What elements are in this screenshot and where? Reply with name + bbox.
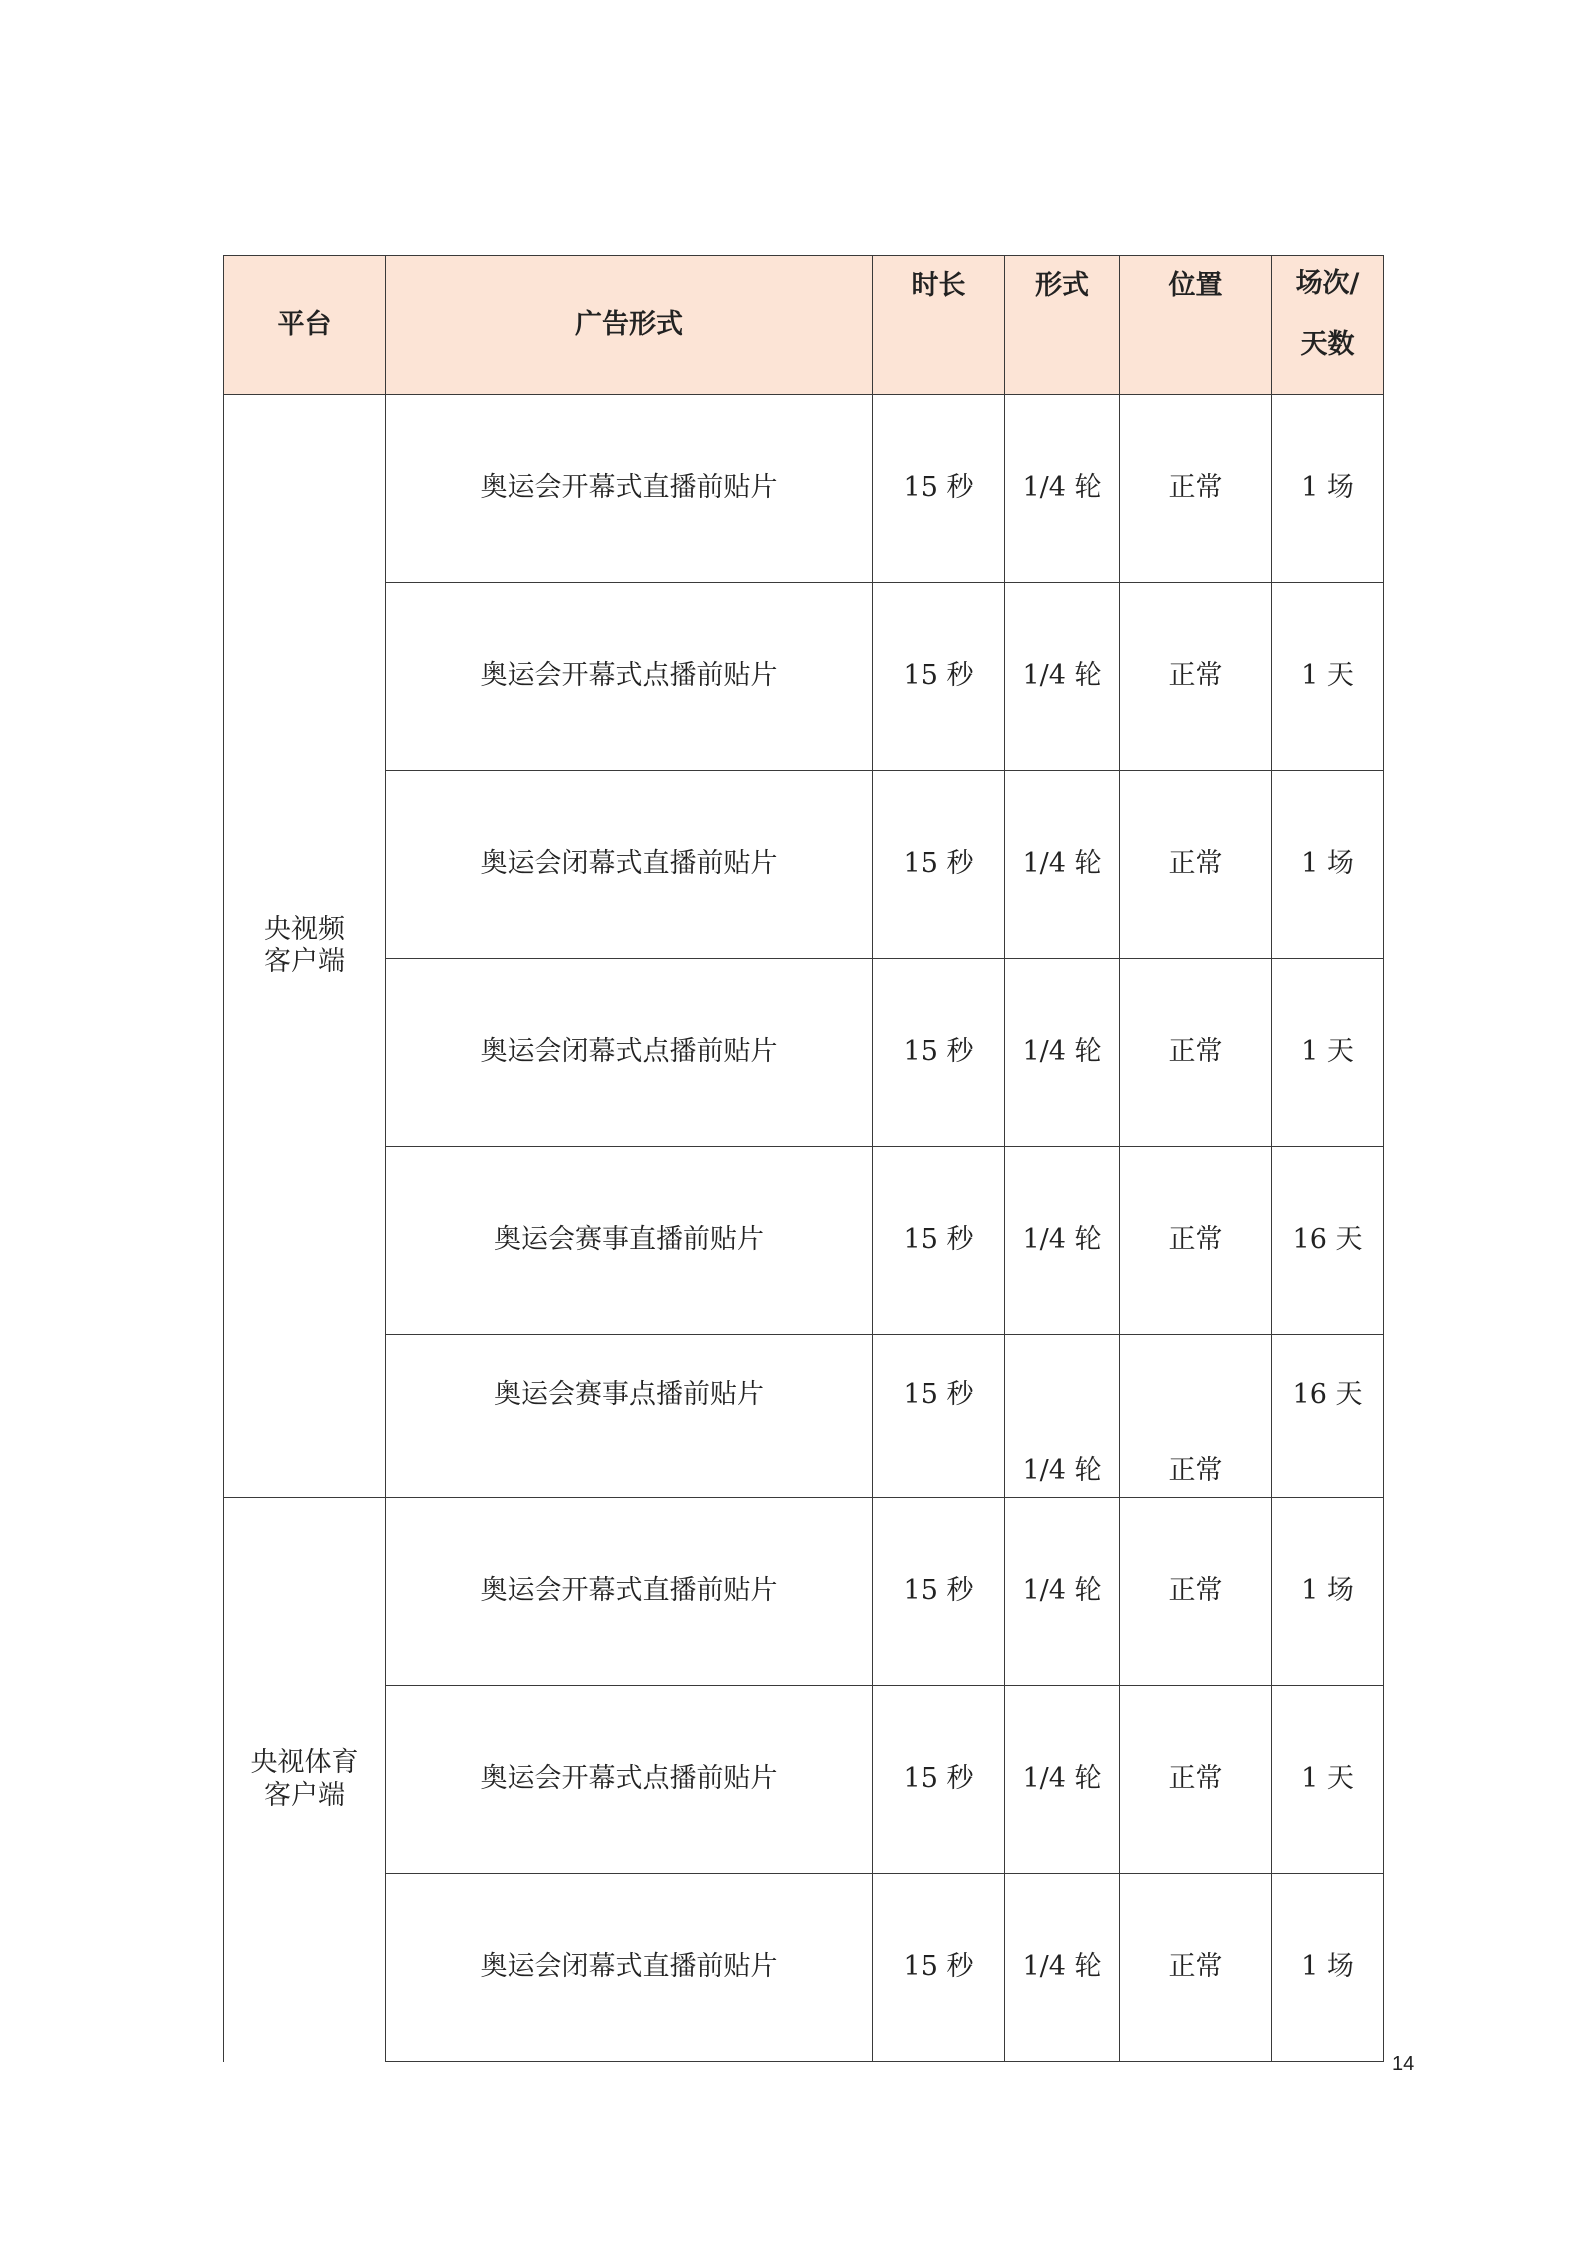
duration-cell: 15 秒 <box>873 1874 1005 2062</box>
duration-cell: 15 秒 <box>873 1686 1005 1874</box>
style-cell: 1/4 轮 <box>1005 1498 1120 1686</box>
position-cell: 正常 <box>1120 1335 1272 1498</box>
table-row <box>224 395 1384 583</box>
count-cell: 1 天 <box>1272 583 1384 771</box>
header-style: 形式 <box>1005 256 1120 395</box>
header-count <box>1272 256 1384 395</box>
ad-form-cell: 奥运会开幕式点播前贴片 <box>386 1686 873 1874</box>
platform-cell-cctv-video <box>224 395 386 1498</box>
ad-form-cell: 奥运会闭幕式点播前贴片 <box>386 959 873 1147</box>
table-row <box>224 1498 1384 1686</box>
header-duration: 时长 <box>873 256 1005 395</box>
header-count-line2: 天数 <box>1300 329 1355 360</box>
position-cell: 正常 <box>1120 1147 1272 1335</box>
style-cell: 1/4 轮 <box>1005 1686 1120 1874</box>
count-cell: 1 场 <box>1272 1498 1384 1686</box>
position-cell: 正常 <box>1120 583 1272 771</box>
ad-placement-table <box>223 255 1384 2062</box>
platform-name-line1: 央视频 <box>264 913 345 945</box>
table-row <box>224 771 1384 959</box>
style-cell: 1/4 轮 <box>1005 583 1120 771</box>
style-cell: 1/4 轮 <box>1005 959 1120 1147</box>
style-cell: 1/4 轮 <box>1005 1147 1120 1335</box>
duration-cell: 15 秒 <box>873 583 1005 771</box>
platform-name-line2: 客户端 <box>264 946 345 977</box>
duration-cell: 15 秒 <box>873 1335 1005 1498</box>
table-header-row <box>224 256 1384 395</box>
style-cell: 1/4 轮 <box>1005 1335 1120 1498</box>
position-cell: 正常 <box>1120 1686 1272 1874</box>
table-row <box>224 1686 1384 1874</box>
position-cell: 正常 <box>1120 1874 1272 2062</box>
ad-form-cell: 奥运会开幕式直播前贴片 <box>386 395 873 583</box>
style-cell: 1/4 轮 <box>1005 771 1120 959</box>
count-cell: 1 天 <box>1272 959 1384 1147</box>
ad-form-cell: 奥运会闭幕式直播前贴片 <box>386 1874 873 2062</box>
table-row <box>224 1335 1384 1498</box>
ad-form-cell: 奥运会赛事直播前贴片 <box>386 1147 873 1335</box>
duration-cell: 15 秒 <box>873 1147 1005 1335</box>
count-cell: 1 场 <box>1272 1874 1384 2062</box>
header-ad-form: 广告形式 <box>386 256 873 395</box>
count-cell: 16 天 <box>1272 1147 1384 1335</box>
platform-cell-cctv-sports <box>224 1498 386 2062</box>
header-position: 位置 <box>1120 256 1272 395</box>
table-row <box>224 1874 1384 2062</box>
table-row <box>224 583 1384 771</box>
ad-form-cell: 奥运会开幕式点播前贴片 <box>386 583 873 771</box>
ad-form-cell: 奥运会闭幕式直播前贴片 <box>386 771 873 959</box>
position-cell: 正常 <box>1120 1498 1272 1686</box>
style-cell: 1/4 轮 <box>1005 395 1120 583</box>
page-number: 14 <box>1392 2053 1415 2075</box>
count-cell: 1 天 <box>1272 1686 1384 1874</box>
duration-cell: 15 秒 <box>873 1498 1005 1686</box>
platform-name-line2: 客户端 <box>264 1779 345 1811</box>
position-cell: 正常 <box>1120 959 1272 1147</box>
duration-cell: 15 秒 <box>873 959 1005 1147</box>
position-cell: 正常 <box>1120 771 1272 959</box>
count-cell: 1 场 <box>1272 771 1384 959</box>
header-count-line1: 场次/ <box>1295 268 1360 299</box>
position-cell: 正常 <box>1120 395 1272 583</box>
count-cell: 1 场 <box>1272 395 1384 583</box>
header-platform: 平台 <box>224 256 386 395</box>
style-cell: 1/4 轮 <box>1005 1874 1120 2062</box>
duration-cell: 15 秒 <box>873 771 1005 959</box>
table-row <box>224 1147 1384 1335</box>
ad-form-cell: 奥运会开幕式直播前贴片 <box>386 1498 873 1686</box>
count-cell: 16 天 <box>1272 1335 1384 1498</box>
table-row <box>224 959 1384 1147</box>
duration-cell: 15 秒 <box>873 395 1005 583</box>
ad-form-cell: 奥运会赛事点播前贴片 <box>386 1335 873 1498</box>
platform-name-line1: 央视体育 <box>250 1747 359 1779</box>
